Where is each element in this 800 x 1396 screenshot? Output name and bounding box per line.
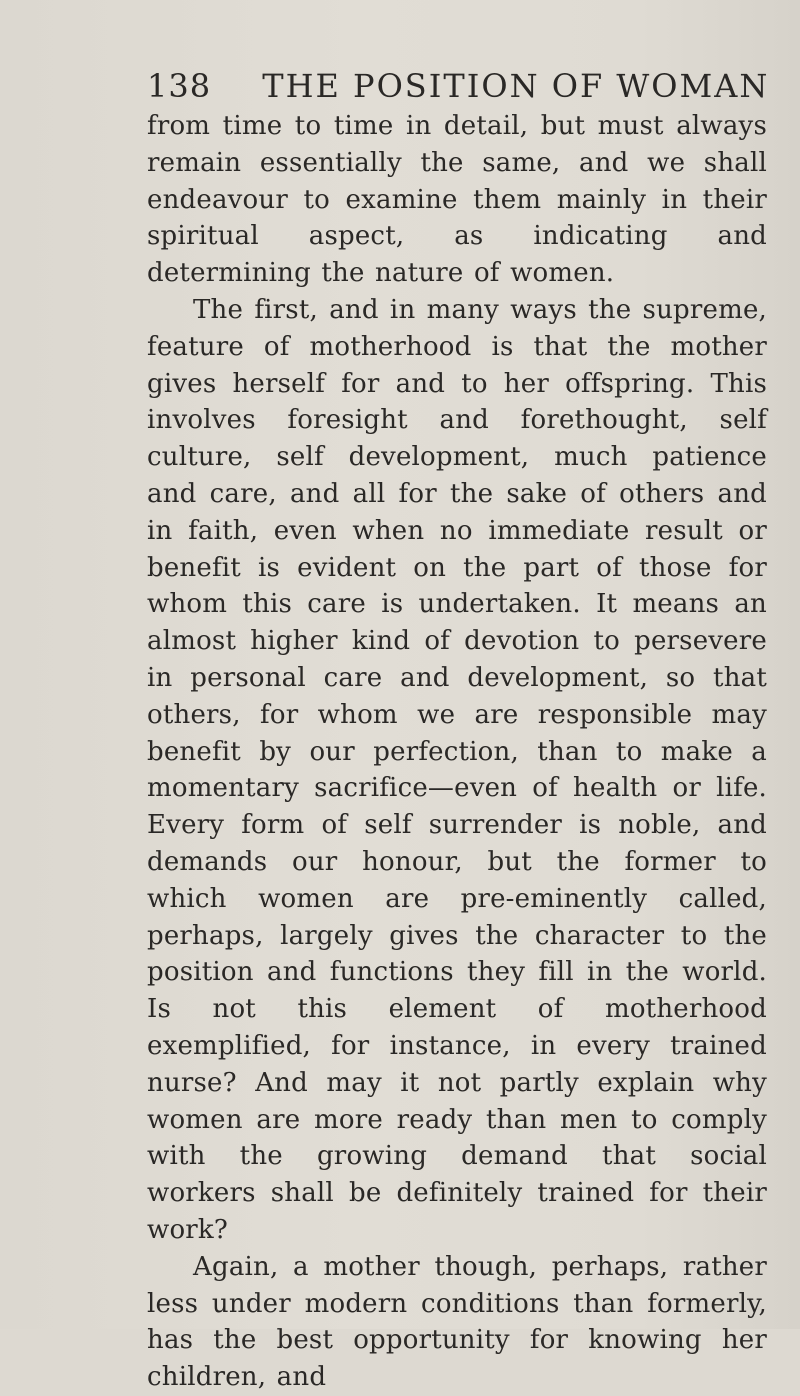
paragraph-3: Again, a mother though, perhaps, rather less under modern conditions than formerly, has the best opportunity for knowing her children, and xyxy=(147,1251,767,1393)
page-number: 138 xyxy=(147,67,212,105)
page-header xyxy=(147,66,770,106)
running-title: THE POSITION OF WOMAN xyxy=(262,67,770,105)
paragraph-1: from time to time in detail, but must always remain essentially the same, and we shall endeavour to examine them mainly in their spiritual aspect, as indicating and determining the nature of women. xyxy=(147,111,767,289)
body-text xyxy=(147,108,767,1396)
paragraph-2: The first, and in many ways the supreme, feature of motherhood is that the mother gives herself for and to her offspring. This involves foresight and forethought, self culture, self development, much patience and care, and all for the sake of others and in faith, even when no immediate result or benefit is evident on the part of those for whom this care is undertaken. It means an almost higher kind of devotion to persevere in personal care and development, so that others, for whom we are responsible may benefit by our perfection, than to make a momentary sacrifice—even of health or life. Every form of self surrender is noble, and demands our honour, but the former to which women are pre-eminently called, perhaps, largely gives the character to the position and functions they fill in the world. Is not this element of motherhood exemplified, for instance, in every trained nurse? And may it not partly explain why women are more ready than men to comply with the growing demand that social workers shall be definitely trained for their work? xyxy=(147,294,767,1245)
